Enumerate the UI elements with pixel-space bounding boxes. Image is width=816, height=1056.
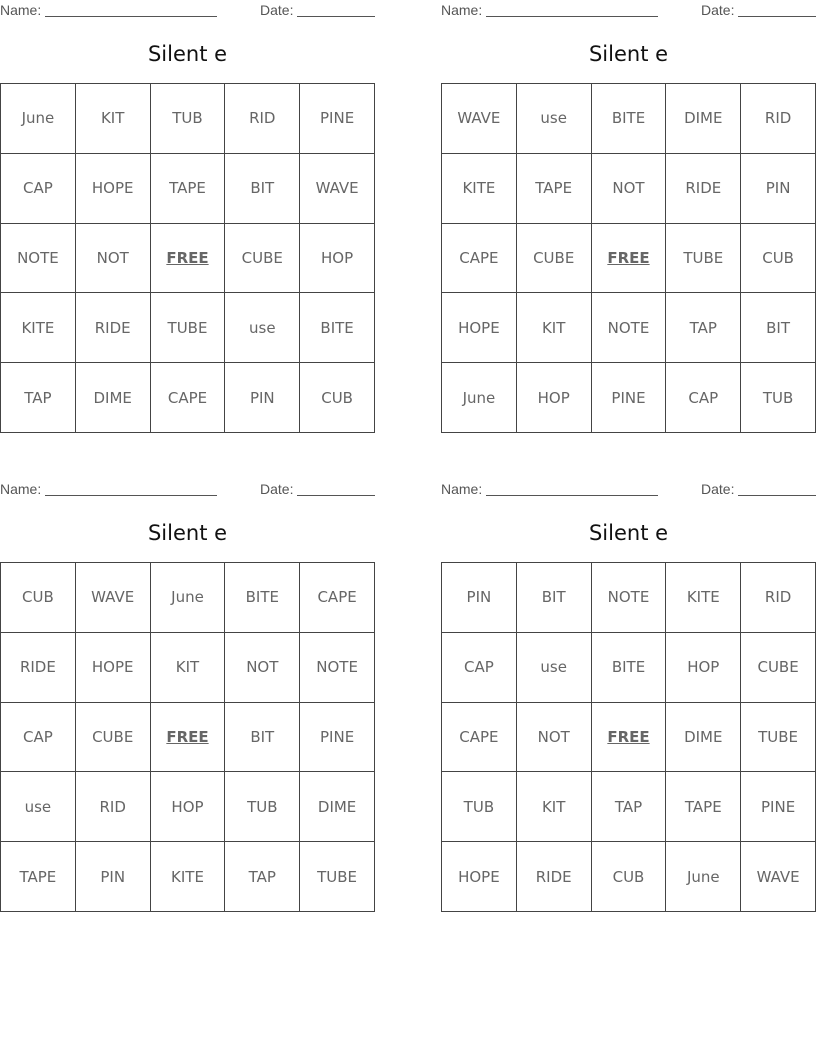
bingo-cell: CUBE bbox=[76, 703, 151, 773]
free-space-cell: FREE bbox=[592, 224, 667, 294]
bingo-cell: HOPE bbox=[76, 154, 151, 224]
bingo-cell: RID bbox=[76, 772, 151, 842]
bingo-grid bbox=[441, 562, 816, 912]
bingo-cell: KITE bbox=[442, 154, 517, 224]
card-title: Silent e bbox=[147, 521, 228, 545]
name-label: Name: bbox=[0, 481, 42, 497]
bingo-cell: NOTE bbox=[592, 293, 667, 363]
bingo-cell: DIME bbox=[76, 363, 151, 433]
bingo-cell: CAPE bbox=[442, 703, 517, 773]
date-blank-line bbox=[738, 16, 816, 17]
bingo-cell: PINE bbox=[592, 363, 667, 433]
bingo-cell: TAP bbox=[666, 293, 741, 363]
bingo-cell: TUB bbox=[741, 363, 816, 433]
bingo-cell: PINE bbox=[300, 703, 375, 773]
bingo-cell: CAPE bbox=[151, 363, 226, 433]
bingo-grid bbox=[0, 562, 375, 912]
bingo-cell: PIN bbox=[76, 842, 151, 912]
card-title: Silent e bbox=[588, 42, 669, 66]
bingo-cell: TUBE bbox=[151, 293, 226, 363]
free-space-cell: FREE bbox=[151, 703, 226, 773]
bingo-cell: CUBE bbox=[517, 224, 592, 294]
bingo-cell: June bbox=[442, 363, 517, 433]
name-label: Name: bbox=[0, 2, 42, 18]
bingo-cell: CUBE bbox=[741, 633, 816, 703]
bingo-grid bbox=[0, 83, 375, 433]
bingo-cell: NOTE bbox=[1, 224, 76, 294]
bingo-cell: WAVE bbox=[76, 563, 151, 633]
date-blank-line bbox=[738, 495, 816, 496]
bingo-cell: TAPE bbox=[1, 842, 76, 912]
bingo-cell: HOP bbox=[666, 633, 741, 703]
free-space-cell: FREE bbox=[592, 703, 667, 773]
bingo-cell: June bbox=[151, 563, 226, 633]
bingo-cell: KIT bbox=[517, 772, 592, 842]
bingo-cell: HOP bbox=[517, 363, 592, 433]
bingo-cell: BITE bbox=[592, 633, 667, 703]
bingo-cell: RID bbox=[741, 84, 816, 154]
date-label: Date: bbox=[701, 2, 735, 18]
name-blank-line bbox=[45, 495, 217, 496]
bingo-cell: BIT bbox=[741, 293, 816, 363]
bingo-cell: KITE bbox=[1, 293, 76, 363]
card-header bbox=[441, 2, 816, 20]
card-title: Silent e bbox=[588, 521, 669, 545]
date-label: Date: bbox=[260, 481, 294, 497]
bingo-cell: CAP bbox=[666, 363, 741, 433]
name-label: Name: bbox=[441, 481, 483, 497]
bingo-cell: WAVE bbox=[300, 154, 375, 224]
bingo-cell: use bbox=[225, 293, 300, 363]
date-label: Date: bbox=[260, 2, 294, 18]
bingo-cell: PIN bbox=[225, 363, 300, 433]
bingo-cell: HOP bbox=[151, 772, 226, 842]
bingo-grid bbox=[441, 83, 816, 433]
date-blank-line bbox=[297, 495, 375, 496]
bingo-cell: HOPE bbox=[442, 842, 517, 912]
bingo-cell: NOT bbox=[592, 154, 667, 224]
bingo-cell: PIN bbox=[741, 154, 816, 224]
card-header bbox=[441, 481, 816, 499]
bingo-card-bottom-right bbox=[441, 479, 816, 919]
bingo-cell: PINE bbox=[300, 84, 375, 154]
bingo-cell: TUB bbox=[442, 772, 517, 842]
bingo-cell: BIT bbox=[517, 563, 592, 633]
bingo-cell: CUB bbox=[592, 842, 667, 912]
bingo-cell: BITE bbox=[300, 293, 375, 363]
bingo-cell: use bbox=[1, 772, 76, 842]
bingo-cell: RIDE bbox=[1, 633, 76, 703]
card-header bbox=[0, 2, 375, 20]
bingo-card-top-left bbox=[0, 0, 375, 440]
bingo-cell: KIT bbox=[517, 293, 592, 363]
free-space-cell: FREE bbox=[151, 224, 226, 294]
bingo-cell: HOP bbox=[300, 224, 375, 294]
bingo-cell: TUBE bbox=[300, 842, 375, 912]
bingo-cell: use bbox=[517, 633, 592, 703]
bingo-cell: TAP bbox=[225, 842, 300, 912]
bingo-cell: KIT bbox=[151, 633, 226, 703]
name-label: Name: bbox=[441, 2, 483, 18]
bingo-card-bottom-left bbox=[0, 479, 375, 919]
bingo-cell: TAPE bbox=[151, 154, 226, 224]
bingo-cell: WAVE bbox=[741, 842, 816, 912]
bingo-cell: RIDE bbox=[517, 842, 592, 912]
name-blank-line bbox=[486, 495, 658, 496]
bingo-cell: NOT bbox=[517, 703, 592, 773]
bingo-cell: CAPE bbox=[442, 224, 517, 294]
bingo-cell: BIT bbox=[225, 703, 300, 773]
bingo-cell: TUBE bbox=[741, 703, 816, 773]
bingo-cell: DIME bbox=[300, 772, 375, 842]
card-header bbox=[0, 481, 375, 499]
bingo-cell: CAP bbox=[1, 703, 76, 773]
bingo-cell: BIT bbox=[225, 154, 300, 224]
bingo-cell: PIN bbox=[442, 563, 517, 633]
bingo-cell: KITE bbox=[151, 842, 226, 912]
bingo-cell: KITE bbox=[666, 563, 741, 633]
bingo-cell: TAP bbox=[592, 772, 667, 842]
bingo-cell: WAVE bbox=[442, 84, 517, 154]
bingo-cell: TUBE bbox=[666, 224, 741, 294]
bingo-cell: TAPE bbox=[517, 154, 592, 224]
card-title: Silent e bbox=[147, 42, 228, 66]
bingo-cell: RIDE bbox=[76, 293, 151, 363]
bingo-cell: CAP bbox=[442, 633, 517, 703]
bingo-cell: CUB bbox=[300, 363, 375, 433]
bingo-cell: use bbox=[517, 84, 592, 154]
name-blank-line bbox=[45, 16, 217, 17]
bingo-cell: TAPE bbox=[666, 772, 741, 842]
bingo-cell: RID bbox=[741, 563, 816, 633]
bingo-cell: June bbox=[666, 842, 741, 912]
bingo-cell: CAPE bbox=[300, 563, 375, 633]
bingo-card-top-right bbox=[441, 0, 816, 440]
name-blank-line bbox=[486, 16, 658, 17]
bingo-cell: TUB bbox=[151, 84, 226, 154]
bingo-cell: CAP bbox=[1, 154, 76, 224]
bingo-cell: KIT bbox=[76, 84, 151, 154]
bingo-cell: NOT bbox=[76, 224, 151, 294]
date-blank-line bbox=[297, 16, 375, 17]
bingo-cell: NOT bbox=[225, 633, 300, 703]
bingo-cell: BITE bbox=[592, 84, 667, 154]
bingo-cell: TUB bbox=[225, 772, 300, 842]
bingo-cell: NOTE bbox=[592, 563, 667, 633]
bingo-cell: CUBE bbox=[225, 224, 300, 294]
bingo-cell: BITE bbox=[225, 563, 300, 633]
bingo-cell: HOPE bbox=[76, 633, 151, 703]
bingo-cell: CUB bbox=[741, 224, 816, 294]
date-label: Date: bbox=[701, 481, 735, 497]
bingo-cell: HOPE bbox=[442, 293, 517, 363]
bingo-cell: RID bbox=[225, 84, 300, 154]
bingo-cell: CUB bbox=[1, 563, 76, 633]
bingo-cell: NOTE bbox=[300, 633, 375, 703]
bingo-cell: DIME bbox=[666, 703, 741, 773]
bingo-cell: RIDE bbox=[666, 154, 741, 224]
bingo-cell: TAP bbox=[1, 363, 76, 433]
bingo-cell: PINE bbox=[741, 772, 816, 842]
bingo-cell: DIME bbox=[666, 84, 741, 154]
bingo-cell: June bbox=[1, 84, 76, 154]
